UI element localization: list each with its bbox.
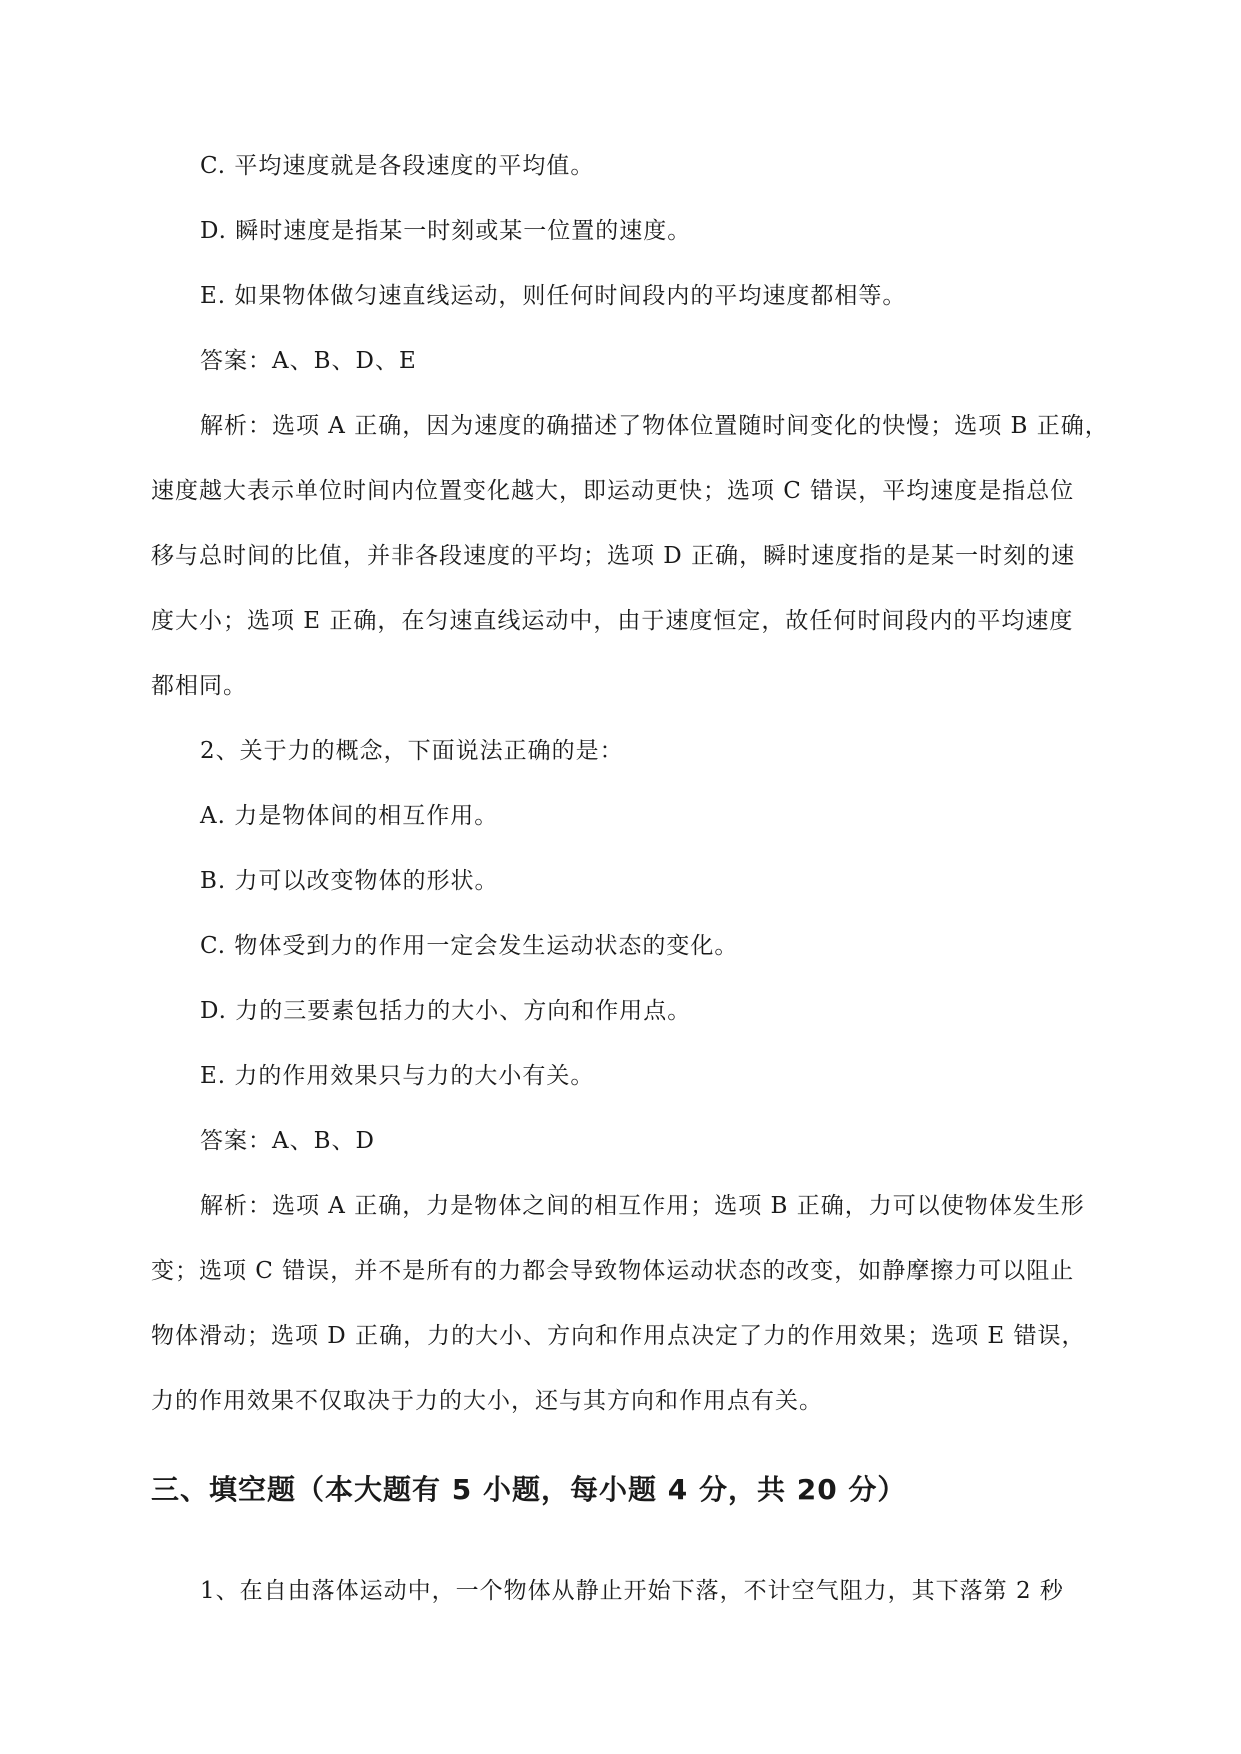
q2-option-e: E. 力的作用效果只与力的大小有关。 [200, 1063, 595, 1089]
q2-analysis-line: 力的作用效果不仅取决于力的大小，还与其方向和作用点有关。 [151, 1388, 823, 1414]
q2-stem: 2、关于力的概念，下面说法正确的是： [200, 738, 624, 764]
fill-q1-stem: 1、在自由落体运动中，一个物体从静止开始下落，不计空气阻力，其下落第 2 秒 [200, 1578, 1064, 1604]
q1-analysis-line: 都相同。 [151, 673, 247, 699]
q1-analysis-line: 解析：选项 A 正确，因为速度的确描述了物体位置随时间变化的快慢；选项 B 正确， [200, 413, 1109, 439]
q1-answer: 答案：A、B、D、E [200, 348, 417, 374]
section-heading: 三、填空题（本大题有 5 小题，每小题 4 分，共 20 分） [151, 1473, 907, 1506]
q2-analysis-line: 变；选项 C 错误，并不是所有的力都会导致物体运动状态的改变，如静摩擦力可以阻止 [151, 1258, 1075, 1284]
q1-option-e: E. 如果物体做匀速直线运动，则任何时间段内的平均速度都相等。 [200, 283, 907, 309]
q1-option-d: D. 瞬时速度是指某一时刻或某一位置的速度。 [200, 218, 692, 244]
q2-option-d: D. 力的三要素包括力的大小、方向和作用点。 [200, 998, 692, 1024]
q2-option-a: A. 力是物体间的相互作用。 [200, 803, 499, 829]
q2-answer: 答案：A、B、D [200, 1128, 375, 1154]
q1-analysis-line: 移与总时间的比值，并非各段速度的平均；选项 D 正确，瞬时速度指的是某一时刻的速 [151, 543, 1076, 569]
q2-analysis-line: 解析：选项 A 正确，力是物体之间的相互作用；选项 B 正确，力可以使物体发生形 [200, 1193, 1085, 1219]
q1-option-c: C. 平均速度就是各段速度的平均值。 [200, 153, 595, 179]
q2-option-b: B. 力可以改变物体的形状。 [200, 868, 499, 894]
q2-option-c: C. 物体受到力的作用一定会发生运动状态的变化。 [200, 933, 739, 959]
q1-analysis-line: 度大小；选项 E 正确，在匀速直线运动中，由于速度恒定，故任何时间段内的平均速度 [151, 608, 1074, 634]
q2-analysis-line: 物体滑动；选项 D 正确，力的大小、方向和作用点决定了力的作用效果；选项 E 错误， [151, 1323, 1086, 1349]
q1-analysis-line: 速度越大表示单位时间内位置变化越大，即运动更快；选项 C 错误，平均速度是指总位 [151, 478, 1075, 504]
